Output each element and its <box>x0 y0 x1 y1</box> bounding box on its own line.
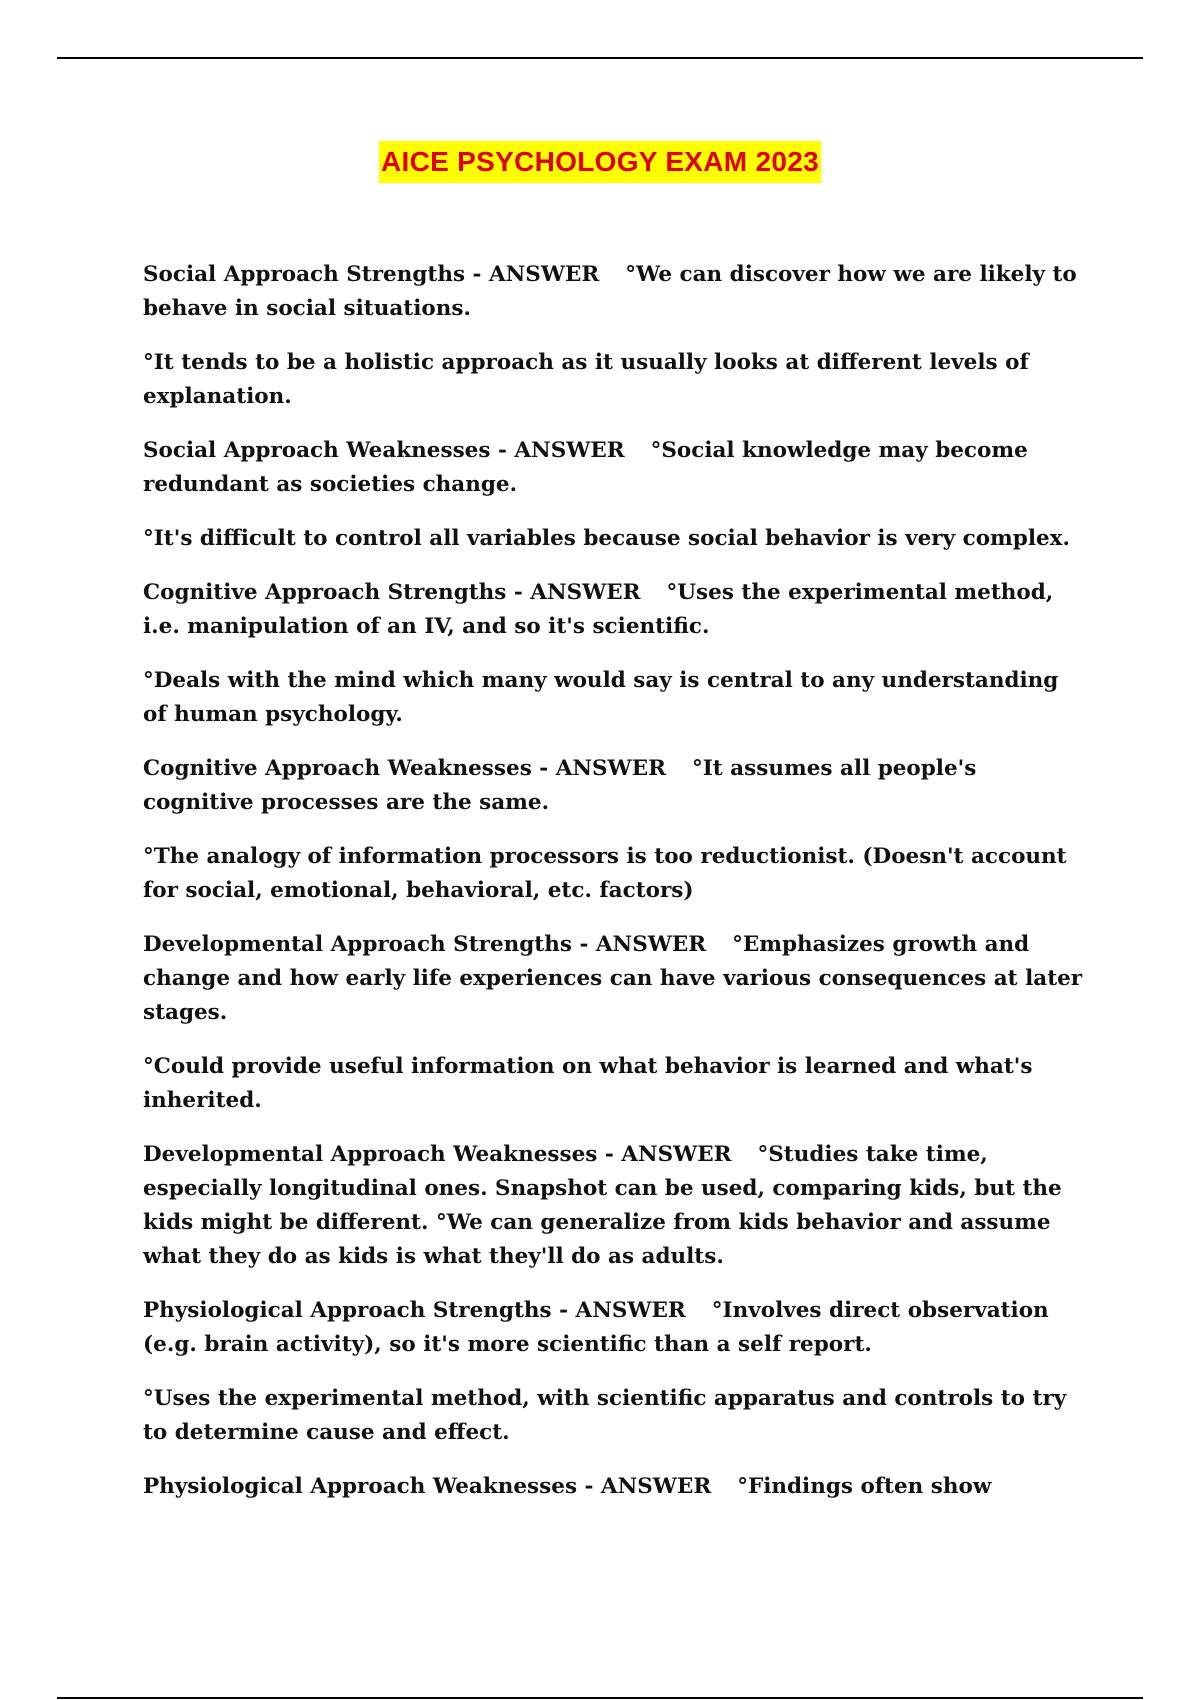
flashcard-answer: °Uses the experimental method, with scientific apparatus and controls to try to determine cause and effect. <box>143 1386 1067 1445</box>
flashcard-term: Developmental Approach Weaknesses - ANSWER <box>143 1142 732 1167</box>
flashcard-term: Social Approach Weaknesses - ANSWER <box>143 438 625 463</box>
flashcard-answer: °Emphasizes growth and change and how early life experiences can have various consequences at later stages. <box>143 932 1083 1025</box>
flashcard-paragraph <box>143 1382 1083 1450</box>
flashcard-answer: °Uses the experimental method, i.e. manipulation of an IV, and so it's scientific. <box>143 580 1054 639</box>
flashcard-paragraph <box>143 1138 1083 1274</box>
flashcard-answer: °Could provide useful information on what behavior is learned and what's inherited. <box>143 1054 1033 1113</box>
flashcard-answer: °It's difficult to control all variables because social behavior is very complex. <box>143 526 1070 551</box>
top-rule <box>57 57 1143 59</box>
flashcard-paragraph <box>143 576 1083 644</box>
flashcard-paragraph <box>143 434 1083 502</box>
flashcard-paragraph <box>143 258 1083 326</box>
flashcard-term: Cognitive Approach Strengths - ANSWER <box>143 580 641 605</box>
flashcard-paragraph <box>143 1050 1083 1118</box>
flashcard-answer: °Studies take time, especially longitudinal ones. Snapshot can be used, comparing kids, but the kids might be different. °We can generalize from kids behavior and assume what they do as kids is what they'll do as adults. <box>143 1142 1062 1269</box>
flashcard-term: Physiological Approach Weaknesses - ANSWER <box>143 1474 712 1499</box>
flashcard-term: Social Approach Strengths - ANSWER <box>143 262 600 287</box>
flashcard-answer: °Social knowledge may become redundant as societies change. <box>143 438 1028 497</box>
flashcard-answer: °Deals with the mind which many would say is central to any understanding of human psychology. <box>143 668 1059 727</box>
flashcard-answer: °We can discover how we are likely to behave in social situations. <box>143 262 1077 321</box>
flashcard-paragraph <box>143 928 1083 1030</box>
flashcard-paragraph <box>143 1470 1083 1504</box>
document-body <box>143 258 1083 1524</box>
flashcard-term: Cognitive Approach Weaknesses - ANSWER <box>143 756 666 781</box>
flashcard-paragraph <box>143 346 1083 414</box>
title-container <box>0 141 1200 183</box>
flashcard-term: Developmental Approach Strengths - ANSWER <box>143 932 707 957</box>
flashcard-answer: °Findings often show <box>737 1474 992 1499</box>
flashcard-answer: °It tends to be a holistic approach as it usually looks at different levels of explanation. <box>143 350 1029 409</box>
flashcard-paragraph <box>143 522 1083 556</box>
flashcard-paragraph <box>143 752 1083 820</box>
flashcard-answer: °It assumes all people's cognitive processes are the same. <box>143 756 977 815</box>
flashcard-paragraph <box>143 664 1083 732</box>
flashcard-paragraph <box>143 840 1083 908</box>
bottom-rule <box>57 1697 1143 1699</box>
flashcard-term: Physiological Approach Strengths - ANSWER <box>143 1298 686 1323</box>
flashcard-answer: °The analogy of information processors is too reductionist. (Doesn't account for social, emotional, behavioral, etc. factors) <box>143 844 1067 903</box>
document-title: AICE PSYCHOLOGY EXAM 2023 <box>379 141 821 183</box>
flashcard-paragraph <box>143 1294 1083 1362</box>
flashcard-answer: °Involves direct observation (e.g. brain activity), so it's more scientific than a self report. <box>143 1298 1049 1357</box>
